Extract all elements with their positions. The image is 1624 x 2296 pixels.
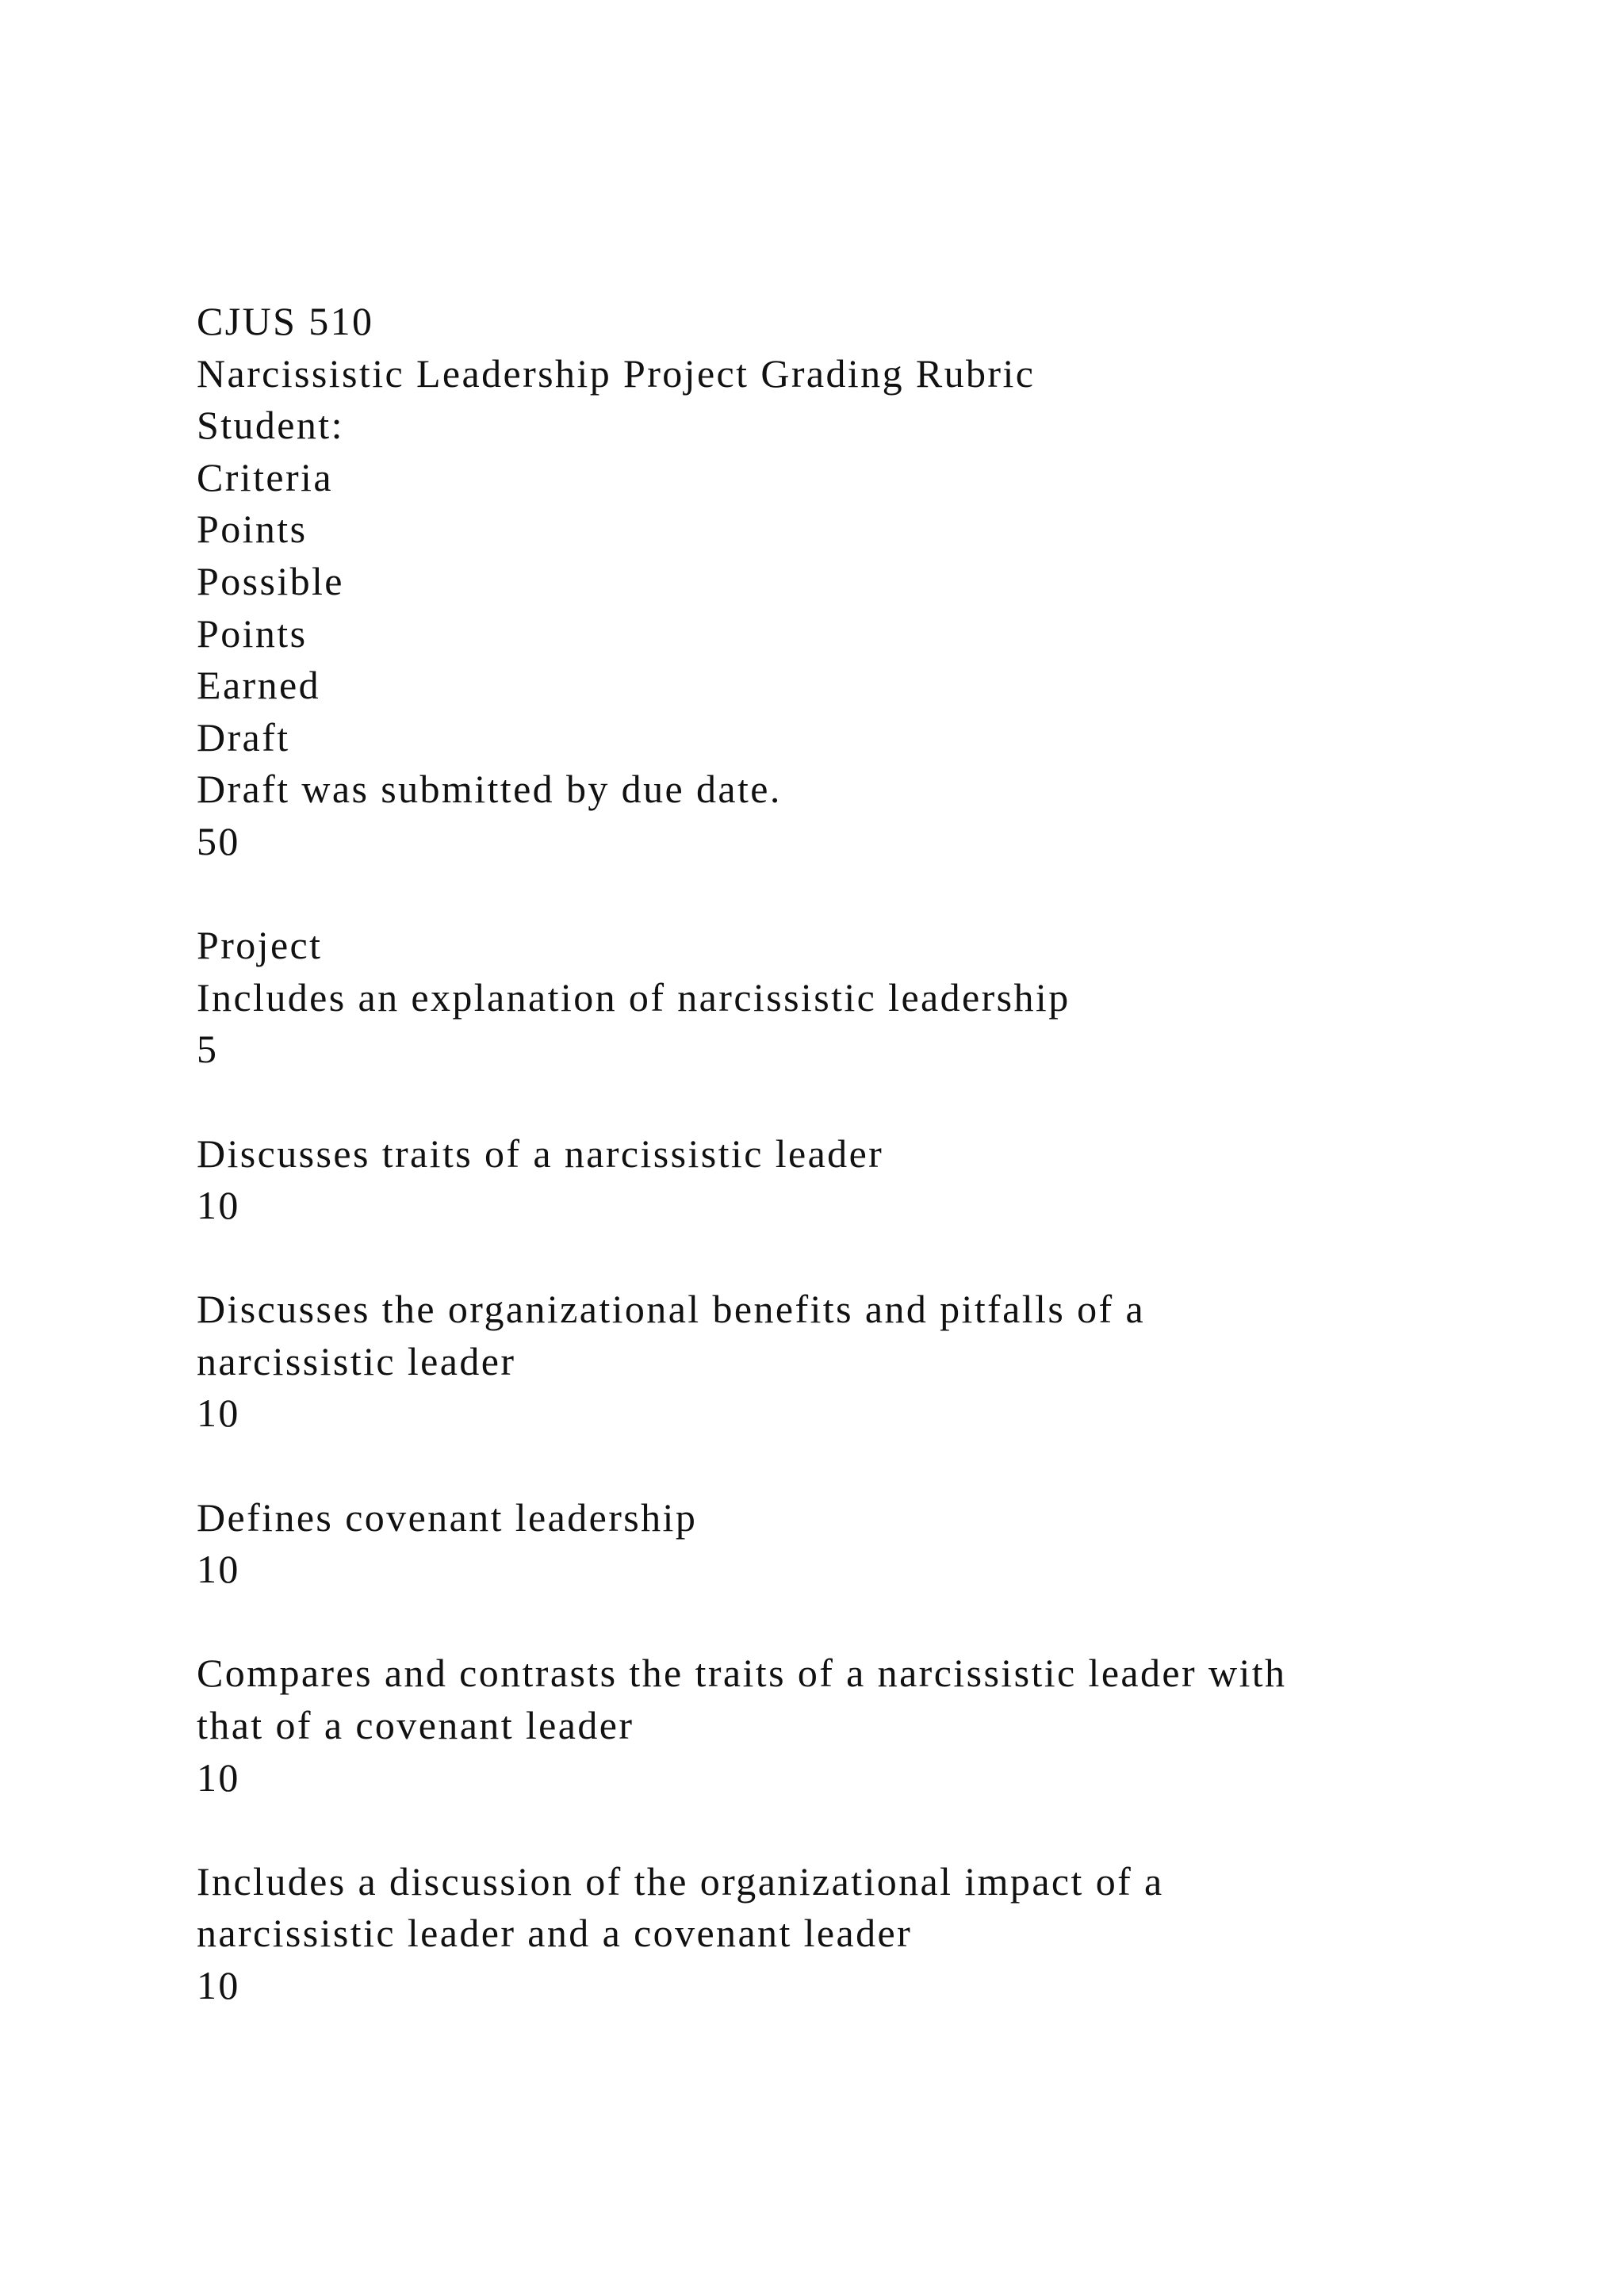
criterion-text-continued: that of a covenant leader xyxy=(197,1703,634,1748)
criterion-text: Includes a discussion of the organizational impact of a xyxy=(197,1858,1164,1904)
rubric-text xyxy=(197,296,1545,2012)
criterion-text: Defines covenant leadership xyxy=(197,1494,698,1540)
blank-line xyxy=(197,1596,1545,1648)
section-title-draft: Draft xyxy=(197,714,290,760)
course-code: CJUS 510 xyxy=(197,299,374,343)
points-possible-header-line2: Possible xyxy=(197,558,344,603)
points-possible-header-line1: Points xyxy=(197,507,308,552)
criterion-points: 10 xyxy=(197,1183,240,1228)
blank-line xyxy=(197,1232,1545,1284)
blank-line xyxy=(197,868,1545,920)
criterion-points: 50 xyxy=(197,818,240,863)
criterion-points: 10 xyxy=(197,1547,240,1592)
section-title-project: Project xyxy=(197,923,323,968)
criterion-text: Compares and contrasts the traits of a narcissistic leader with xyxy=(197,1651,1287,1696)
criterion-text: Draft was submitted by due date. xyxy=(197,767,782,812)
criterion-points: 5 xyxy=(197,1027,219,1072)
blank-line xyxy=(197,1804,1545,1856)
criterion-text: Discusses the organizational benefits and pitfalls of a xyxy=(197,1287,1146,1332)
points-earned-header-line2: Earned xyxy=(197,663,320,708)
student-label: Student: xyxy=(197,403,344,448)
criterion-points: 10 xyxy=(197,1963,240,2007)
document-title: Narcissistic Leadership Project Grading Rubric xyxy=(197,350,1036,396)
blank-line xyxy=(197,1440,1545,1492)
criterion-points: 10 xyxy=(197,1755,240,1800)
criterion-points: 10 xyxy=(197,1391,240,1436)
criterion-text-continued: narcissistic leader xyxy=(197,1338,516,1383)
criterion-text-continued: narcissistic leader and a covenant leader xyxy=(197,1911,913,1956)
blank-line xyxy=(197,1076,1545,1128)
criterion-text: Includes an explanation of narcissistic leadership xyxy=(197,974,1071,1020)
points-earned-header-line1: Points xyxy=(197,610,308,656)
criterion-text: Discusses traits of a narcissistic leader xyxy=(197,1131,884,1176)
criteria-header: Criteria xyxy=(197,454,333,499)
